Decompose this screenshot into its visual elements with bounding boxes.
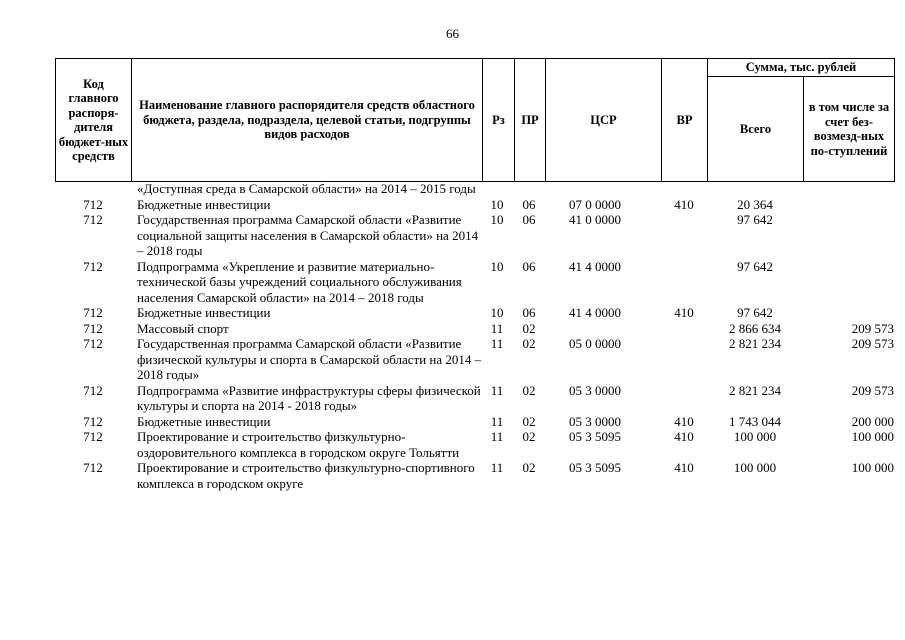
row-incl: 209 573 xyxy=(851,382,894,398)
row-code: 712 xyxy=(83,305,103,320)
row-code: 712 xyxy=(83,413,103,429)
table-row xyxy=(55,336,894,383)
row-pr: 02 xyxy=(522,460,536,475)
row-rz: 10 xyxy=(490,196,504,212)
table-row xyxy=(55,460,894,491)
row-csr: 05 0 0000 xyxy=(569,336,621,351)
row-pr: 02 xyxy=(522,382,536,398)
row-name: Подпрограмма «Укрепление и развитие материально-технической базы учреждений социального обслуживания населения Самарской области» на 2014 – 2018 годы xyxy=(137,258,462,305)
row-code: 712 xyxy=(83,258,103,274)
row-name: Государственная программа Самарской области «Развитие социальной защиты населения в Самарской области» на 2014 – 2018 годы xyxy=(137,212,479,258)
row-vr: 410 xyxy=(674,429,694,444)
row-incl: 100 000 xyxy=(851,460,894,475)
row-pr: 06 xyxy=(522,258,536,274)
table-row xyxy=(55,181,894,197)
row-total: 97 642 xyxy=(737,305,773,320)
row-incl: 209 573 xyxy=(851,336,894,351)
row-csr: 05 3 5095 xyxy=(569,429,621,444)
row-csr: 41 0 0000 xyxy=(569,212,621,227)
table-row xyxy=(55,321,894,337)
row-rz: 10 xyxy=(490,305,504,320)
row-code: 712 xyxy=(83,460,103,475)
row-csr: 41 4 0000 xyxy=(569,305,621,320)
row-code: 712 xyxy=(83,429,103,444)
row-vr: 410 xyxy=(674,196,694,212)
row-pr: 02 xyxy=(522,429,536,444)
row-vr: 410 xyxy=(674,460,694,475)
row-incl: 200 000 xyxy=(851,413,894,429)
row-rz: 11 xyxy=(490,413,504,429)
row-total: 20 364 xyxy=(737,196,773,212)
row-total: 2 821 234 xyxy=(729,382,781,398)
table-body xyxy=(55,181,894,491)
row-incl: 100 000 xyxy=(851,429,894,444)
row-total: 100 000 xyxy=(733,460,777,475)
row-total: 97 642 xyxy=(737,212,773,227)
row-total: 100 000 xyxy=(733,429,777,444)
table-row xyxy=(55,429,894,460)
row-rz: 11 xyxy=(490,320,504,336)
row-pr: 02 xyxy=(522,413,536,429)
row-pr: 02 xyxy=(522,336,536,351)
row-name: «Доступная среда в Самарской области» на 2014 – 2015 годы xyxy=(137,181,476,196)
table-row xyxy=(55,383,894,414)
row-incl: 209 573 xyxy=(851,320,894,336)
row-name: Проектирование и строительство физкультурно-оздоровительного комплекса в городском округе Тольятти xyxy=(137,429,460,460)
row-rz: 10 xyxy=(490,258,504,274)
row-rz: 11 xyxy=(490,382,504,398)
table-row xyxy=(55,259,894,306)
row-code: 712 xyxy=(83,336,103,351)
row-vr: 410 xyxy=(674,413,694,429)
header-incl: в том числе за счет без-возмезд-ных по-ступлений xyxy=(804,77,895,182)
row-rz: 10 xyxy=(490,212,504,227)
table-row xyxy=(55,305,894,321)
row-name: Государственная программа Самарской области «Развитие физической культуры и спорта в Самарской области на 2014 – 2018 годы» xyxy=(137,336,482,382)
table-header xyxy=(55,58,895,182)
header-vr: ВР xyxy=(662,59,708,182)
row-csr: 05 3 0000 xyxy=(569,382,621,398)
header-total: Всего xyxy=(708,77,804,182)
row-pr: 02 xyxy=(522,320,536,336)
row-rz: 11 xyxy=(490,460,504,475)
page-number: 66 xyxy=(446,26,459,41)
header-sum: Сумма, тыс. рублей xyxy=(708,59,895,77)
row-code: 712 xyxy=(83,320,103,336)
row-vr: 410 xyxy=(674,305,694,320)
row-csr: 41 4 0000 xyxy=(569,258,621,274)
row-code: 712 xyxy=(83,382,103,398)
row-csr: 05 3 5095 xyxy=(569,460,621,475)
row-code: 712 xyxy=(83,196,103,212)
row-name: Бюджетные инвестиции xyxy=(137,196,271,212)
row-rz: 11 xyxy=(490,429,504,444)
row-name: Бюджетные инвестиции xyxy=(137,413,271,429)
row-csr: 05 3 0000 xyxy=(569,413,621,429)
row-name: Бюджетные инвестиции xyxy=(137,305,271,320)
header-csr: ЦСР xyxy=(546,59,662,182)
table-row xyxy=(55,197,894,213)
row-name: Массовый спорт xyxy=(137,320,229,336)
table-row xyxy=(55,212,894,259)
row-total: 2 821 234 xyxy=(729,336,781,351)
row-pr: 06 xyxy=(522,196,536,212)
row-pr: 06 xyxy=(522,305,536,320)
row-total: 1 743 044 xyxy=(729,413,781,429)
header-name: Наименование главного распорядителя средств областного бюджета, раздела, подраздела, целевой статьи, подгруппы видов расходов xyxy=(132,59,483,182)
row-code: 712 xyxy=(83,212,103,227)
table-row xyxy=(55,414,894,430)
row-rz: 11 xyxy=(490,336,504,351)
header-rz: Рз xyxy=(483,59,515,182)
row-name: Проектирование и строительство физкультурно-спортивного комплекса в городском округе xyxy=(137,460,475,491)
row-csr: 07 0 0000 xyxy=(569,196,621,212)
row-name: Подпрограмма «Развитие инфраструктуры сферы физической культуры и спорта на 2014 - 2018 годы» xyxy=(137,382,481,413)
row-pr: 06 xyxy=(522,212,536,227)
row-total: 97 642 xyxy=(737,258,773,274)
header-code: Код главного распоря-дителя бюджет-ных средств xyxy=(56,59,132,182)
row-total: 2 866 634 xyxy=(729,320,781,336)
header-pr: ПР xyxy=(515,59,546,182)
